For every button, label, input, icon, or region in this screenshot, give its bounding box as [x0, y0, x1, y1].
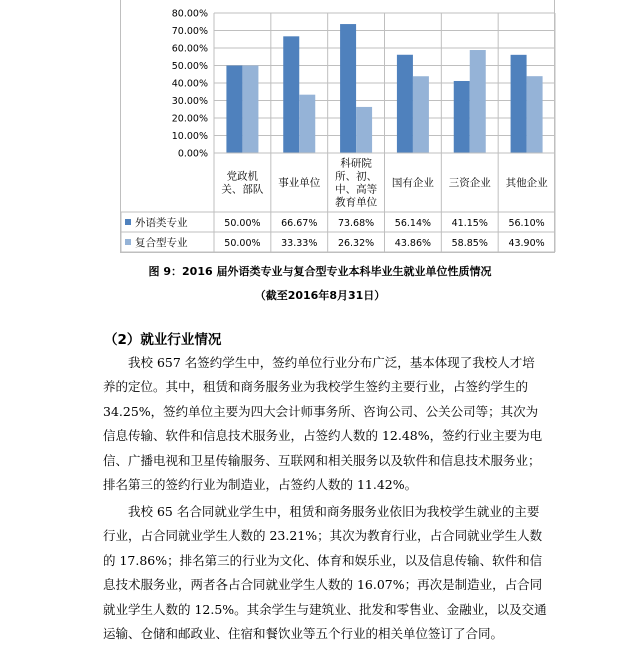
paragraph-line: 的 17.86%；排名第三的行业为文化、体育和娱乐业，以及信息传输、软件和信: [103, 552, 543, 568]
data-label: 58.85%: [451, 238, 488, 249]
paragraph-line: 息技术服务业，两者各占合同就业学生人数的 16.07%；再次是制造业，占合同: [103, 577, 543, 593]
data-label: 56.14%: [394, 218, 432, 229]
bar-compound: [527, 76, 543, 153]
figure-caption: 图 9：2016 届外语类专业与复合型专业本科毕业生就业单位性质情况: [148, 265, 492, 278]
paragraph-line: 我校 65 名合同就业学生中，租赁和商务服务业依旧为我校学生就业的主要: [128, 504, 540, 519]
category-label: 国有企业: [391, 177, 434, 189]
bar-compound: [242, 66, 258, 154]
legend-swatch: [125, 239, 131, 245]
category-label: 科研院: [340, 157, 372, 170]
data-label: 73.68%: [337, 218, 375, 229]
bar-foreign-language: [226, 66, 242, 154]
category-label: 事业单位: [278, 177, 321, 189]
figure-caption-date: （截至2016年8月31日）: [254, 289, 386, 302]
legend-label: 外语类专业: [135, 217, 188, 229]
paragraph-line: 运输、仓储和邮政业、住宿和餐饮业等五个行业的相关单位签订了合同。: [103, 625, 504, 641]
data-label: 43.90%: [508, 238, 545, 249]
data-label: 50.00%: [224, 238, 261, 249]
bar-compound: [356, 107, 372, 153]
category-label: 关、部队: [221, 183, 264, 196]
paragraph-line: 排名第三的签约行业为制造业，占签约人数的 11.42%。: [103, 476, 418, 492]
y-tick-label: 80.00%: [171, 8, 208, 20]
section-heading: （2）就业行业情况: [104, 332, 222, 348]
bar-compound: [413, 76, 429, 153]
data-label: 26.32%: [337, 238, 375, 249]
data-label: 56.10%: [508, 218, 545, 229]
category-label: 中、高等: [335, 183, 378, 196]
data-label: 41.15%: [451, 218, 488, 229]
paragraph-contract-industries: [103, 500, 555, 646]
paragraph-signing-industries: [103, 351, 555, 497]
y-tick-label: 30.00%: [171, 96, 208, 107]
category-label: 其他企业: [505, 177, 548, 189]
paragraph-line: 我校 657 名签约学生中，签约单位行业分布广泛，基本体现了我校人才培: [128, 355, 535, 370]
data-label: 43.86%: [394, 238, 432, 249]
bar-foreign-language: [340, 24, 356, 153]
data-label: 50.00%: [224, 218, 261, 229]
y-tick-label: 0.00%: [177, 148, 208, 160]
bar-foreign-language: [283, 36, 299, 153]
category-label: 所、初、: [335, 170, 378, 183]
y-tick-label: 50.00%: [171, 61, 208, 72]
y-tick-label: 10.00%: [171, 131, 208, 142]
y-tick-label: 20.00%: [171, 113, 208, 125]
paragraph-line: 信、广播电视和卫星传输服务、互联网和相关服务以及软件和信息技术服务业；: [103, 452, 541, 468]
paragraph-line: 养的定位。其中，租赁和商务服务业为我校学生签约主要行业，占签约学生的: [103, 379, 529, 395]
bar-foreign-language: [511, 55, 527, 153]
bar-foreign-language: [454, 81, 470, 153]
category-label: 三资企业: [448, 177, 491, 189]
chart-frame: [120, 0, 555, 253]
employer-type-bar-chart: [121, 0, 556, 253]
legend-label: 复合型专业: [135, 237, 188, 249]
bar-compound: [299, 95, 315, 153]
y-tick-label: 60.00%: [171, 43, 208, 55]
data-label: 33.33%: [281, 238, 318, 249]
legend-swatch: [125, 219, 131, 225]
bar-compound: [470, 50, 486, 153]
paragraph-line: 就业学生人数的 12.5%。其余学生与建筑业、批发和零售业、金融业，以及交通: [103, 601, 547, 617]
paragraph-line: 信息传输、软件和信息技术服务业，占签约人数的 12.48%，签约行业主要为电: [103, 428, 543, 444]
data-label: 66.67%: [281, 218, 318, 229]
y-tick-label: 40.00%: [171, 78, 208, 90]
bar-foreign-language: [397, 55, 413, 153]
y-tick-label: 70.00%: [171, 26, 208, 37]
category-label: 党政机: [226, 170, 259, 183]
category-label: 教育单位: [335, 196, 378, 209]
paragraph-line: 行业，占合同就业学生人数的 23.21%；其次为教育行业，占合同就业学生人数: [103, 528, 543, 544]
paragraph-line: 34.25%，签约单位主要为四大会计师事务所、咨询公司、公关公司等；其次为: [103, 403, 539, 419]
